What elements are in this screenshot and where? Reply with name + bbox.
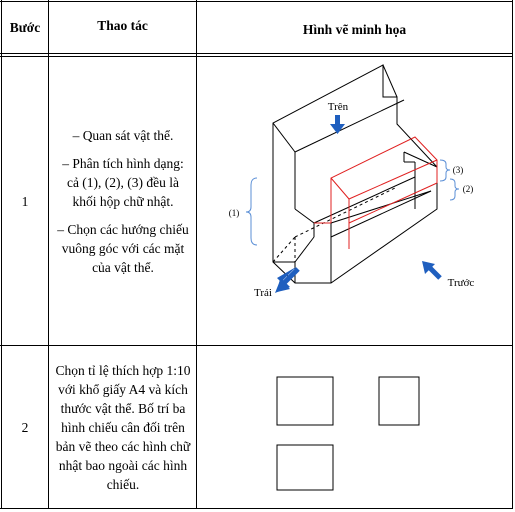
side-view-frame xyxy=(379,377,419,425)
front-arrow-icon xyxy=(422,261,440,278)
label-2: (2) xyxy=(462,184,474,194)
top-view-frame xyxy=(277,445,333,490)
top-arrow-icon xyxy=(330,115,345,134)
label-top: Trên xyxy=(327,101,349,113)
header-illustration-label: Hình vẽ minh họa xyxy=(302,22,407,37)
header-operation-label: Thao tác xyxy=(97,18,148,33)
bracket-1 xyxy=(246,178,257,245)
row-1-operation-3: – Chọn các hướng chiếu vuông góc với các mặt của vật thể. xyxy=(57,221,189,275)
row-1-operations xyxy=(56,57,190,345)
row-1-step-number: 1 xyxy=(21,193,29,209)
layout-rectangles-figure xyxy=(197,346,512,508)
front-view-frame xyxy=(277,377,333,425)
isometric-object-figure xyxy=(197,57,512,345)
row-1-operation-1: – Quan sát vật thể. xyxy=(72,127,174,143)
row-2-step-number: 2 xyxy=(21,419,29,435)
label-front: Trước xyxy=(447,277,475,289)
label-1: (1) xyxy=(228,208,240,218)
table-border-right xyxy=(512,0,513,509)
object-outline xyxy=(273,65,437,283)
header-step xyxy=(2,2,48,53)
header-operation xyxy=(49,2,196,53)
bracket-2 xyxy=(450,179,459,200)
header-illustration xyxy=(197,2,512,53)
label-3: (3) xyxy=(452,165,464,175)
row-2-step xyxy=(2,346,48,508)
row-1-operation-2: – Phân tích hình dạng: cả (1), (2), (3) đều là khối hộp chữ nhật. xyxy=(62,155,184,209)
row-2-operations xyxy=(54,346,192,508)
table-border-bottom xyxy=(0,508,513,509)
bracket-3 xyxy=(440,160,450,181)
column-divider-1 xyxy=(48,0,49,509)
highlight-block xyxy=(314,137,437,249)
row-1-step xyxy=(2,57,48,345)
header-divider-a xyxy=(0,53,513,54)
header-step-label: Bước xyxy=(9,20,41,35)
row-2-operation-1: Chọn tỉ lệ thích hợp 1:10 với khổ giấy A4 và kích thước vật thể. Bố trí ba hình chiếu cân đối trên bản vẽ theo các hình chữ nhật bao ngoài các hình chiếu. xyxy=(55,362,191,492)
label-left: Trái xyxy=(254,287,272,299)
